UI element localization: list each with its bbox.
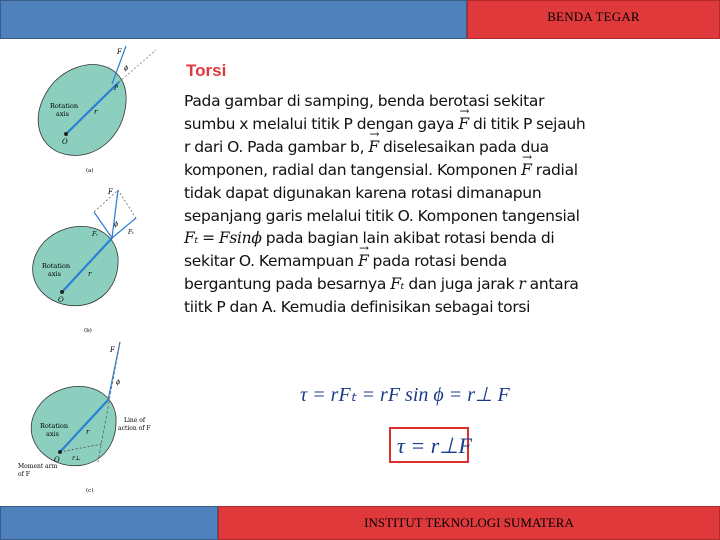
- footer-title: INSTITUT TEKNOLOGI SUMATERA: [364, 515, 574, 530]
- footer-bar-left: [0, 506, 218, 540]
- rotation-axis-label-c2: axis: [46, 430, 59, 438]
- vector-f-symbol: → F: [358, 250, 368, 273]
- r-label-b: r: [88, 270, 92, 278]
- ft-label-b: Fₜ: [128, 229, 134, 236]
- fr-label-b: Fᵣ: [92, 231, 99, 238]
- boxed-torque-equation: τ = r⊥F: [397, 433, 472, 458]
- figure-a: [38, 46, 156, 174]
- paragraph-line-1: Pada gambar di samping, benda berotasi sekitar: [184, 92, 545, 110]
- caption-b: (b): [84, 328, 92, 334]
- rotation-axis-label-a2: axis: [56, 110, 69, 118]
- vector-f-symbol: → F: [521, 159, 531, 182]
- paragraph-line-5: tidak dapat digunakan karena rotasi dimanapun: [184, 183, 542, 202]
- point-o-a: [64, 132, 68, 136]
- point-o-b: [60, 290, 64, 294]
- header-bar-left: [0, 0, 467, 39]
- figure-c: [18, 342, 151, 494]
- rotation-axis-label-c1: Rotation: [40, 422, 69, 430]
- phi-label-a: ϕ: [124, 65, 129, 72]
- line-of-action-label-c2: action of F: [118, 425, 151, 432]
- phi-label-b: ϕ: [114, 221, 119, 228]
- f-label-a: F: [117, 48, 122, 56]
- f-label-c: F: [110, 346, 115, 354]
- o-label-b: O: [58, 296, 64, 304]
- paragraph-line-8: sekitar O. Kemampuan → F pada rotasi benda: [184, 250, 684, 273]
- section-title: Torsi: [186, 61, 227, 80]
- moment-arm-label-c2: of F: [18, 471, 30, 478]
- header-title: BENDA TEGAR: [547, 9, 640, 24]
- paragraph-line-4: komponen, radial dan tangensial. Komponen → F radial: [184, 159, 684, 182]
- point-o-c: [58, 450, 62, 454]
- rotation-axis-label-b1: Rotation: [42, 262, 71, 270]
- caption-c: (c): [86, 488, 94, 494]
- vector-f-symbol: → F: [368, 136, 378, 159]
- p-label-a: P: [114, 85, 119, 92]
- r-label-c: r: [86, 428, 90, 436]
- line-of-action-label-c1: Line of: [124, 417, 146, 424]
- rigid-body-a: [38, 65, 129, 156]
- paragraph-line-3: r dari O. Pada gambar b, → F diselesaikan pada dua: [184, 136, 684, 159]
- body-paragraph: [184, 90, 684, 319]
- paragraph-line-9: bergantung pada besarnya Fₜ dan juga jarak r antara: [184, 275, 579, 294]
- paragraph-line-2: sumbu x melalui titik P dengan gaya → F di titik P sejauh: [184, 113, 684, 136]
- phi-label-c: ϕ: [116, 379, 121, 386]
- figure-b: [33, 188, 136, 334]
- rperp-label-c: r⊥: [72, 455, 81, 462]
- paragraph-line-10: tiitk P dan A. Kemudia definisikan sebagai torsi: [184, 298, 531, 317]
- paragraph-line-7: Fₜ = Fsinϕ pada bagian lain akibat rotasi benda di: [184, 229, 555, 248]
- o-label-c: O: [54, 456, 60, 464]
- rotation-axis-label-b2: axis: [48, 270, 61, 278]
- paragraph-line-6: sepanjang garis melalui titik O. Komponen tangensial: [184, 206, 580, 225]
- o-label-a: O: [62, 138, 68, 146]
- f-label-b: F: [108, 188, 113, 196]
- force-line-b: [112, 190, 118, 238]
- rotation-axis-label-a1: Rotation: [50, 102, 79, 110]
- tangential-force-formula: Fₜ = Fsinϕ: [184, 229, 262, 248]
- vector-f-symbol: → F: [458, 113, 468, 136]
- r-symbol: r: [518, 275, 526, 294]
- moment-arm-label-c1: Moment arm: [18, 463, 58, 470]
- r-label-a: r: [94, 108, 98, 116]
- torque-equation: τ = rFₜ = rF sin ϕ = r⊥ F: [300, 384, 510, 406]
- torque-figures: [14, 42, 174, 502]
- caption-a: (a): [86, 168, 94, 174]
- ft-symbol: Fₜ: [390, 275, 405, 294]
